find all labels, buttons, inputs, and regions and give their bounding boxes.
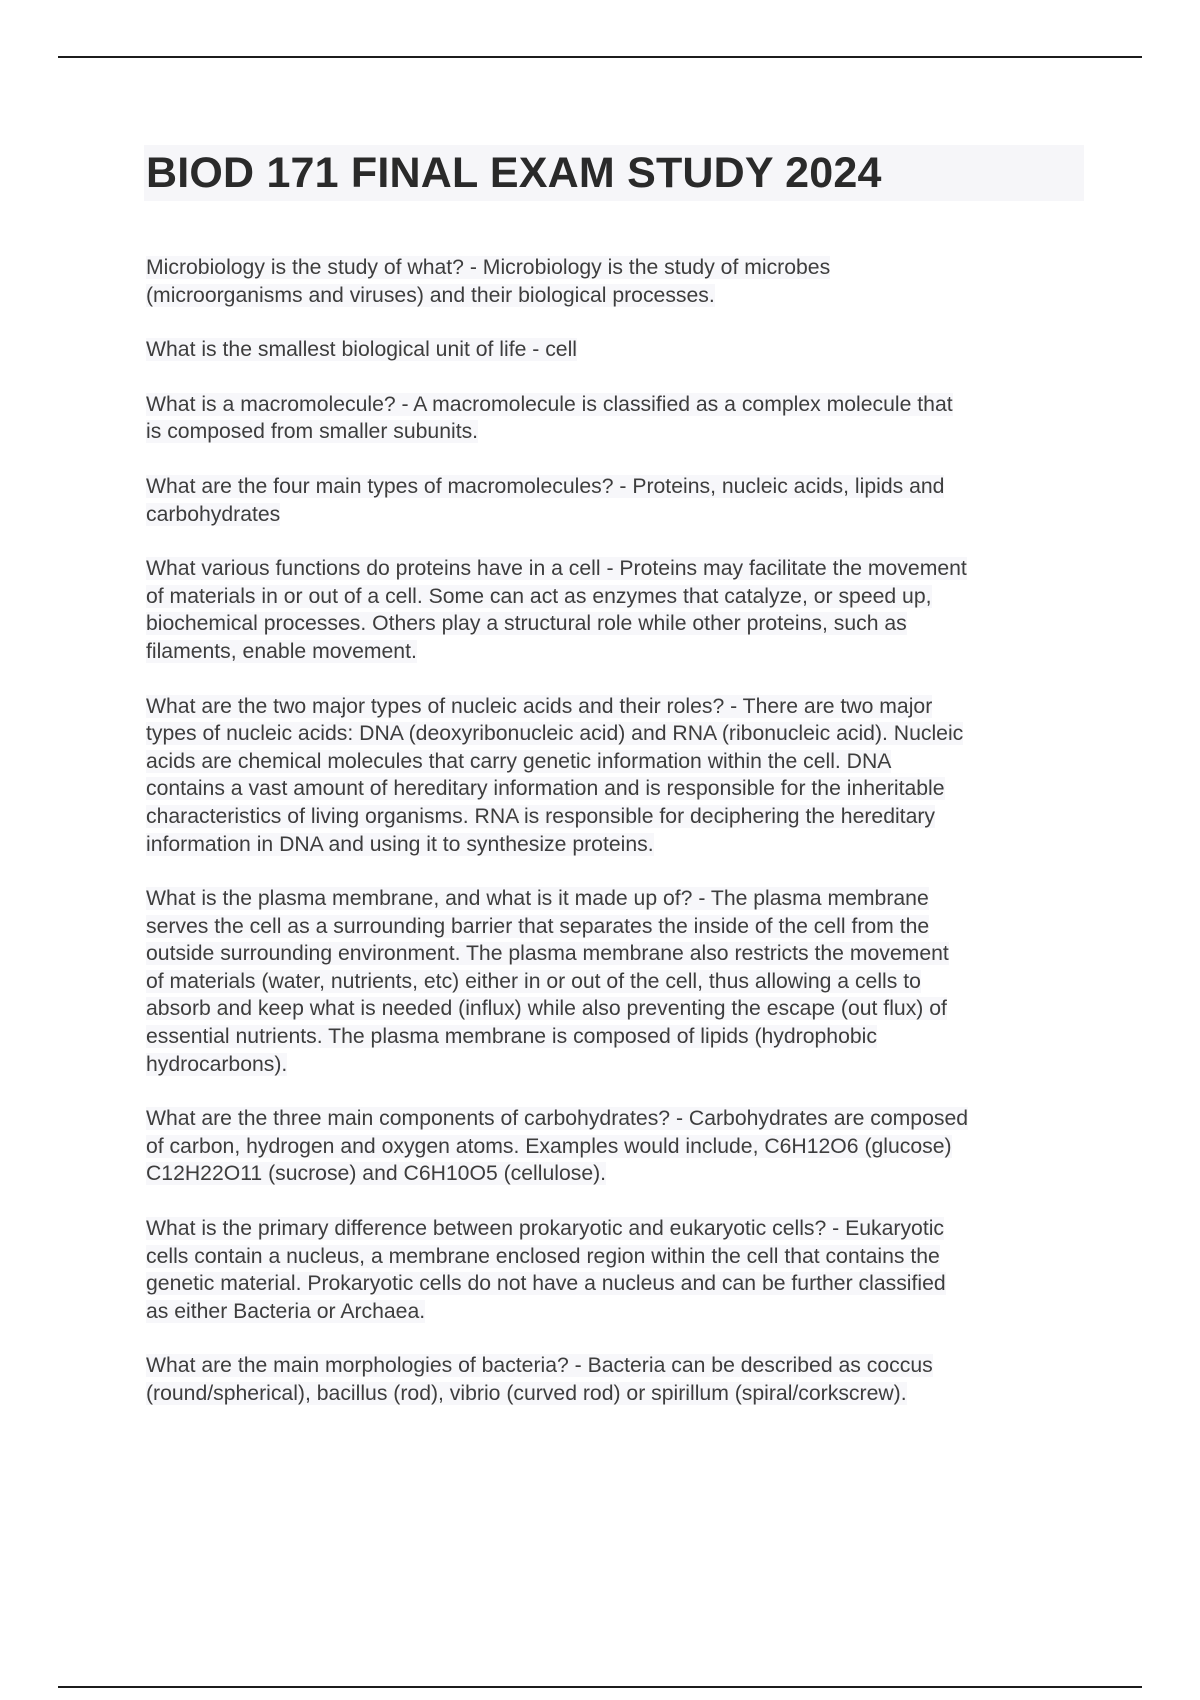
qa-line (146, 282, 1086, 310)
qa-line (146, 610, 1086, 638)
qa-line (146, 693, 1086, 721)
qa-line-text: What is a macromolecule? - A macromolecule is classified as a complex molecule that (146, 392, 953, 416)
document-title: BIOD 171 FINAL EXAM STUDY 2024 (146, 149, 882, 197)
qa-item (146, 336, 1086, 364)
qa-line (146, 501, 1086, 529)
qa-line (146, 748, 1086, 776)
qa-line (146, 775, 1086, 803)
qa-line-text: of carbon, hydrogen and oxygen atoms. Examples would include, C6H12O6 (glucose) (146, 1134, 952, 1158)
qa-line-text: genetic material. Prokaryotic cells do not have a nucleus and can be further classified (146, 1272, 946, 1296)
qa-line-text: of materials in or out of a cell. Some can act as enzymes that catalyze, or speed up, (146, 584, 932, 608)
qa-line-text: biochemical processes. Others play a structural role while other proteins, such as (146, 612, 907, 636)
qa-item (146, 473, 1086, 528)
qa-line-text: serves the cell as a surrounding barrier that separates the inside of the cell from the (146, 914, 930, 938)
qa-line (146, 1352, 1086, 1380)
qa-line-text: acids are chemical molecules that carry genetic information within the cell. DNA (146, 749, 892, 773)
qa-line (146, 995, 1086, 1023)
qa-line (146, 1270, 1086, 1298)
qa-line (146, 1215, 1086, 1243)
qa-item (146, 1215, 1086, 1325)
qa-line (146, 583, 1086, 611)
bottom-rule (58, 1686, 1142, 1688)
qa-item (146, 555, 1086, 665)
qa-line-text: (round/spherical), bacillus (rod), vibrio (curved rod) or spirillum (spiral/corkscrew). (146, 1382, 907, 1405)
qa-list (146, 254, 1086, 1435)
qa-line (146, 968, 1086, 996)
qa-line (146, 720, 1086, 748)
qa-line-text: absorb and keep what is needed (influx) while also preventing the escape (out flux) of (146, 997, 947, 1021)
qa-line (146, 473, 1086, 501)
qa-line (146, 885, 1086, 913)
qa-item (146, 391, 1086, 446)
qa-line-text: information in DNA and using it to synthesize proteins. (146, 832, 654, 856)
qa-line (146, 418, 1086, 446)
qa-line-text: cells contain a nucleus, a membrane enclosed region within the cell that contains the (146, 1244, 940, 1268)
qa-line-text: essential nutrients. The plasma membrane is composed of lipids (hydrophobic (146, 1025, 877, 1049)
qa-line-text: of materials (water, nutrients, etc) either in or out of the cell, thus allowing a cells to (146, 969, 921, 993)
qa-line-text: What various functions do proteins have in a cell - Proteins may facilitate the movement (146, 557, 967, 581)
qa-line (146, 913, 1086, 941)
qa-line (146, 940, 1086, 968)
top-rule (58, 56, 1142, 58)
qa-line (146, 1243, 1086, 1271)
qa-line-text: as either Bacteria or Archaea. (146, 1299, 426, 1323)
qa-item (146, 1105, 1086, 1188)
qa-line-text: contains a vast amount of hereditary information and is responsible for the inheritable (146, 777, 945, 801)
qa-line-text: filaments, enable movement. (146, 639, 417, 663)
qa-line (146, 1023, 1086, 1051)
qa-line-text: C12H22O11 (sucrose) and C6H10O5 (cellulose). (146, 1162, 607, 1186)
qa-item (146, 693, 1086, 859)
qa-line-text: characteristics of living organisms. RNA is responsible for deciphering the hereditary (146, 804, 936, 828)
qa-line (146, 1380, 1086, 1408)
qa-line (146, 1298, 1086, 1326)
qa-line-text: What are the four main types of macromolecules? - Proteins, nucleic acids, lipids and (146, 474, 945, 498)
qa-line (146, 831, 1086, 859)
qa-line (146, 638, 1086, 666)
qa-item (146, 1352, 1086, 1407)
qa-line (146, 1133, 1086, 1161)
qa-line (146, 254, 1086, 282)
qa-item (146, 254, 1086, 309)
qa-line (146, 391, 1086, 419)
qa-line-text: What are the three main components of carbohydrates? - Carbohydrates are composed (146, 1107, 969, 1131)
qa-line-text: What are the two major types of nucleic acids and their roles? - There are two major (146, 694, 933, 718)
qa-line (146, 1105, 1086, 1133)
qa-line-text: types of nucleic acids: DNA (deoxyribonucleic acid) and RNA (ribonucleic acid). Nucleic (146, 722, 964, 746)
qa-line-text: carbohydrates (146, 502, 281, 526)
qa-line-text: is composed from smaller subunits. (146, 420, 479, 444)
qa-line-text: outside surrounding environment. The plasma membrane also restricts the movement (146, 942, 949, 966)
qa-line-text: What is the plasma membrane, and what is it made up of? - The plasma membrane (146, 887, 929, 911)
qa-line-text: What are the main morphologies of bacteria? - Bacteria can be described as coccus (146, 1354, 933, 1378)
qa-line (146, 803, 1086, 831)
qa-line-text: hydrocarbons). (146, 1052, 288, 1076)
qa-line (146, 336, 1086, 364)
qa-item (146, 885, 1086, 1078)
qa-line-text: What is the smallest biological unit of life - cell (146, 338, 577, 362)
qa-line (146, 1160, 1086, 1188)
qa-line-text: Microbiology is the study of what? - Microbiology is the study of microbes (146, 256, 831, 279)
qa-line-text: (microorganisms and viruses) and their biological processes. (146, 283, 715, 307)
qa-line-text: What is the primary difference between prokaryotic and eukaryotic cells? - Eukaryotic (146, 1217, 945, 1241)
qa-line (146, 555, 1086, 583)
qa-line (146, 1051, 1086, 1079)
